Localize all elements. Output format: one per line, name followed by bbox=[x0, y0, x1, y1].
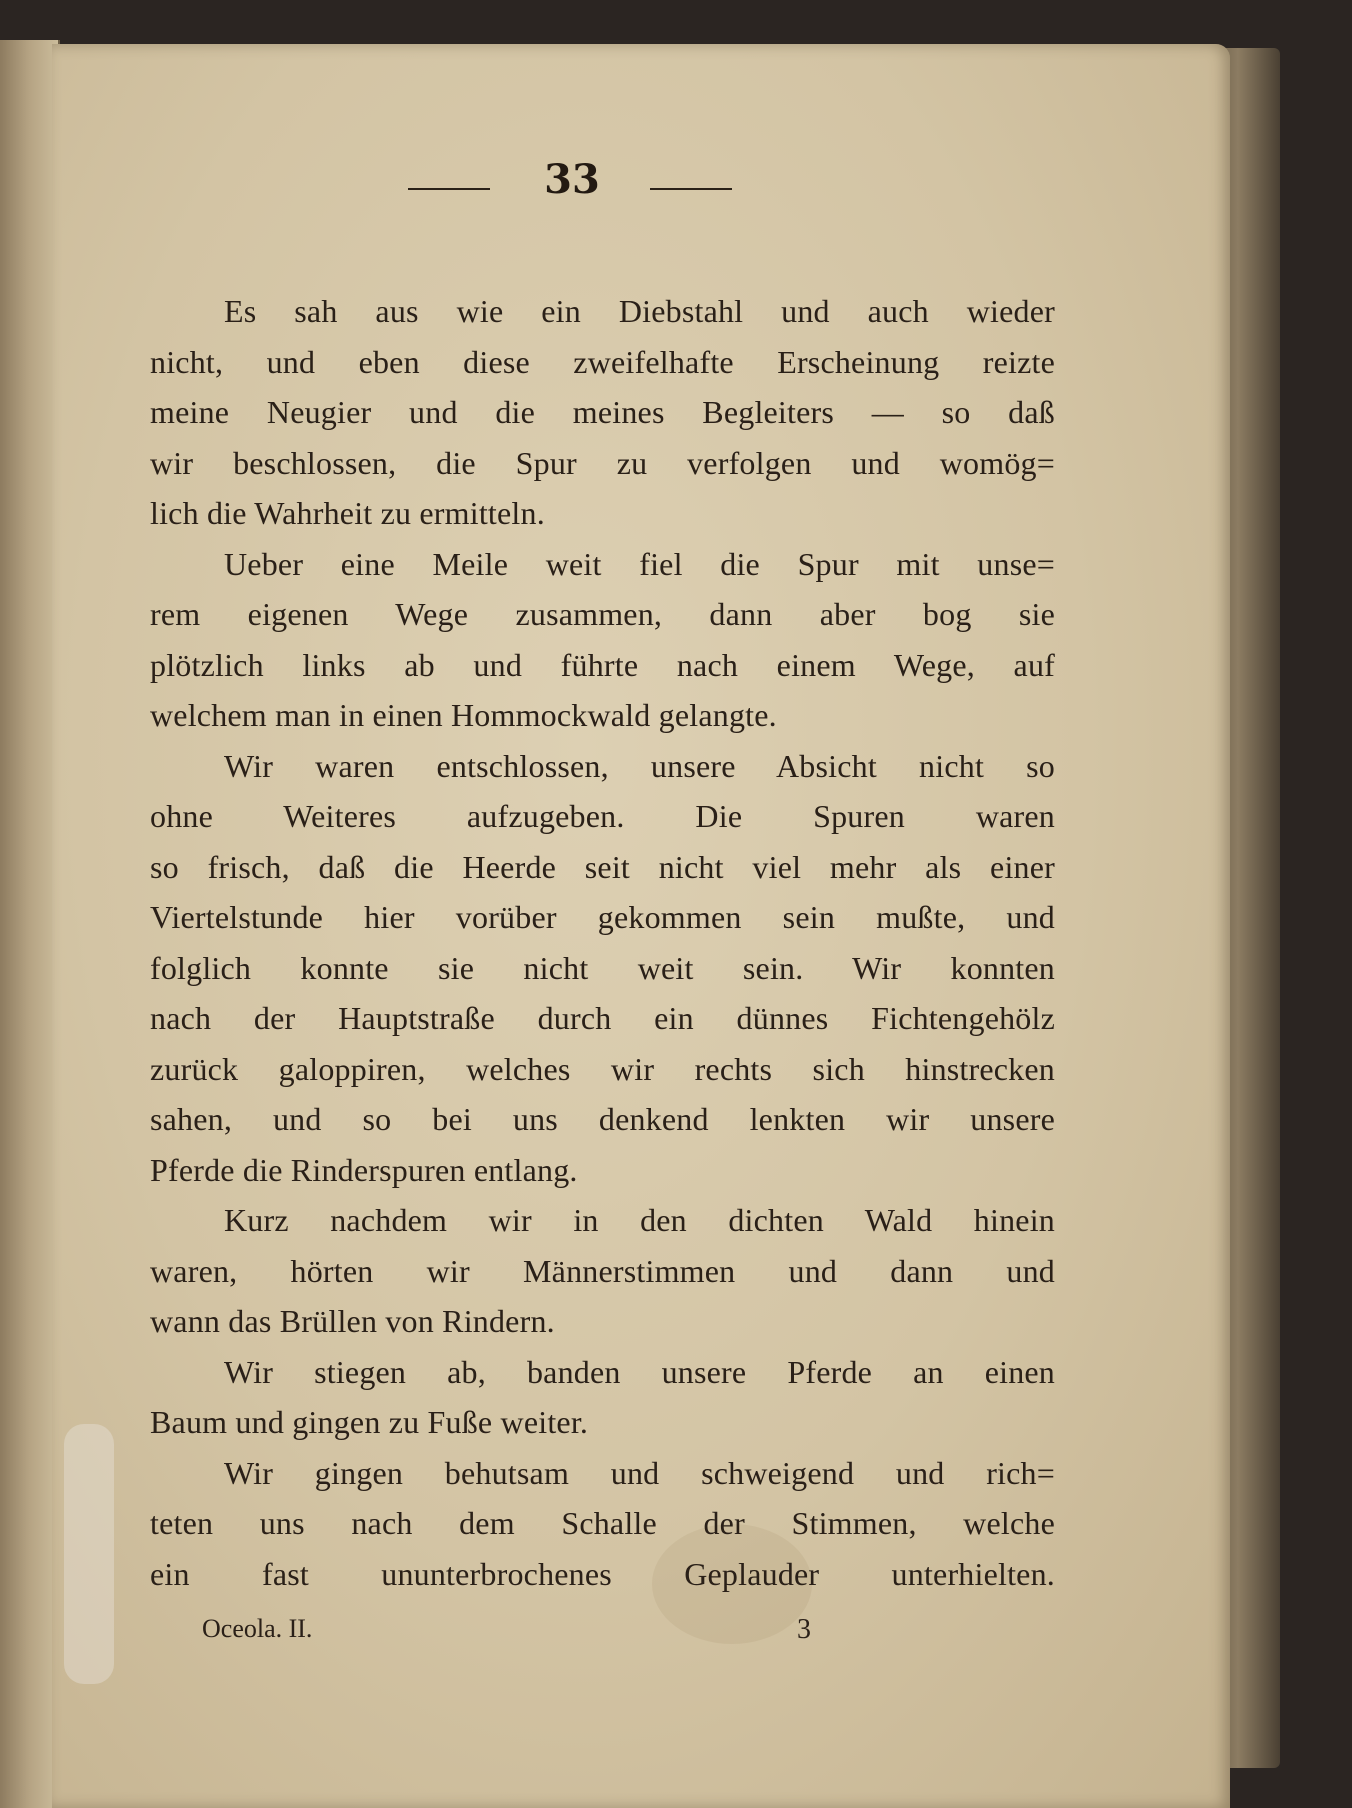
text-line: lich die Wahrheit zu ermitteln. bbox=[150, 495, 545, 531]
text-line: zurück galoppiren, welches wir rechts sich hinstrecken bbox=[150, 1050, 1055, 1087]
text-line: meine Neugier und die meines Begleiters — so daß bbox=[150, 394, 1055, 430]
text-line: welchem man in einen Hommockwald gelangte. bbox=[150, 697, 777, 733]
book-page bbox=[52, 44, 1230, 1808]
text-line: Ueber eine Meile weit fiel die Spur mit unse= bbox=[224, 545, 1055, 582]
text-line: Es sah aus wie ein Diebstahl und auch wieder bbox=[224, 293, 1055, 329]
text-line: Pferde die Rinderspuren entlang. bbox=[150, 1151, 578, 1188]
page-number: 33 bbox=[544, 156, 600, 203]
text-line: sahen, und so bei uns denkend lenkten wir unsere bbox=[150, 1101, 1055, 1137]
text-line: ohne Weiteres aufzugeben. Die Spuren waren bbox=[150, 798, 1055, 834]
left-page-edge bbox=[0, 40, 60, 1808]
text-line: nicht, und eben diese zweifelhafte Erscheinung reizte bbox=[150, 343, 1055, 380]
page-header bbox=[52, 156, 1230, 216]
sheet-number: 3 bbox=[797, 1614, 811, 1645]
text-line: wann das Brüllen von Rindern. bbox=[150, 1303, 555, 1339]
text-line: wir beschlossen, die Spur zu verfolgen und womög= bbox=[150, 444, 1055, 481]
text-line: nach der Hauptstraße durch ein dünnes Fichtengehölz bbox=[150, 1000, 1055, 1036]
text-line: waren, hörten wir Männerstimmen und dann und bbox=[150, 1252, 1055, 1289]
signature-mark: Oceola. II. bbox=[202, 1614, 313, 1643]
top-shadow bbox=[0, 0, 1352, 44]
text-line: Viertelstunde hier vorüber gekommen sein mußte, und bbox=[150, 899, 1055, 935]
body-text bbox=[150, 286, 1055, 1599]
text-line: Wir waren entschlossen, unsere Absicht nicht so bbox=[224, 747, 1055, 784]
text-line: Wir gingen behutsam und schweigend und rich= bbox=[224, 1454, 1055, 1491]
page-footer bbox=[52, 1614, 1230, 1654]
header-rule-left bbox=[408, 188, 490, 190]
text-line: folglich konnte sie nicht weit sein. Wir konnten bbox=[150, 949, 1055, 986]
text-line: so frisch, daß die Heerde seit nicht viel mehr als einer bbox=[150, 848, 1055, 885]
text-line: Wir stiegen ab, banden unsere Pferde an einen bbox=[224, 1353, 1055, 1390]
text-line: Kurz nachdem wir in den dichten Wald hinein bbox=[224, 1202, 1055, 1238]
header-rule-right bbox=[650, 188, 732, 190]
text-line: Baum und gingen zu Fuße weiter. bbox=[150, 1404, 589, 1440]
text-line: teten uns nach dem Schalle der Stimmen, welche bbox=[150, 1505, 1055, 1541]
text-line: ein fast ununterbrochenes Geplauder unterhielten. bbox=[150, 1555, 1055, 1592]
text-line: plötzlich links ab und führte nach einem Wege, auf bbox=[150, 646, 1055, 683]
text-line: rem eigenen Wege zusammen, dann aber bog sie bbox=[150, 596, 1055, 632]
